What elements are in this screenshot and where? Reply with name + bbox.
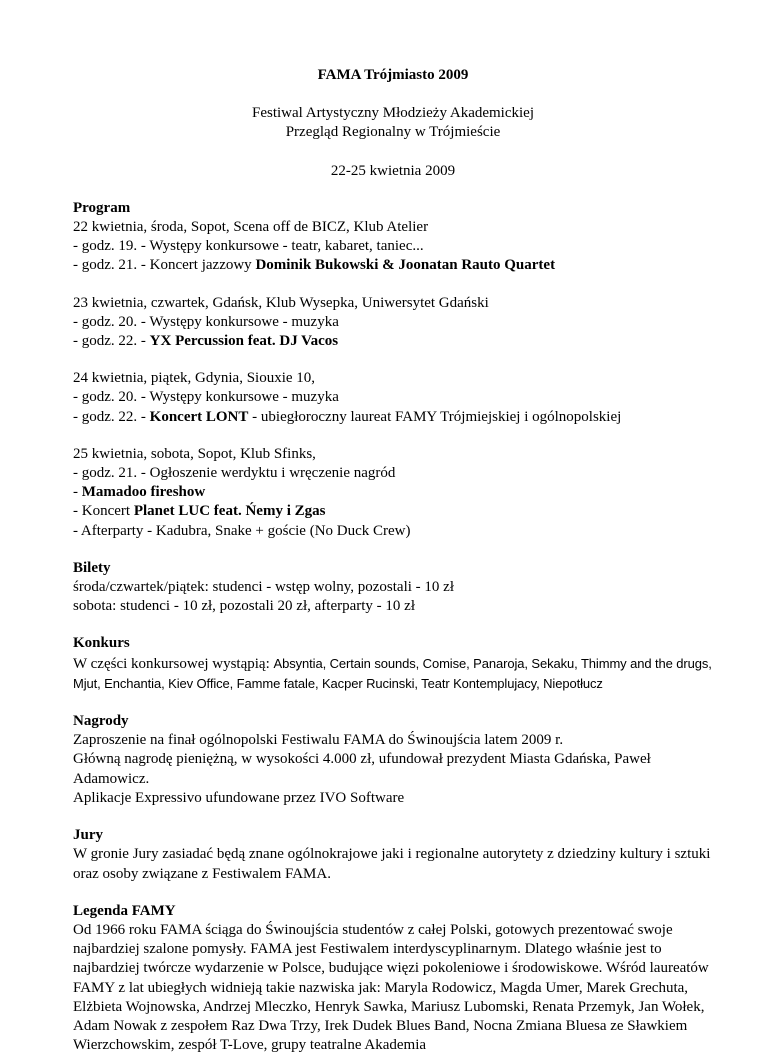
document-page [73,66,713,1055]
jury-heading: Jury [73,827,103,844]
jury-text: W gronie Jury zasiadać będą znane ogólnokrajowe jaki i regionalne autorytety z dziedziny kultury i sztuki oraz osoby związane z Festiwalem FAMA. [73,846,711,882]
program-day4-event3: - Koncert Planet LUC feat. Ńemy i Zgas [73,503,326,520]
program-day3-header: 24 kwietnia, piątek, Gdynia, Siouxie 10, [73,370,316,387]
jury-section [73,826,713,884]
festival-dates: 22-25 kwietnia 2009 [330,162,456,179]
day4-performer: Planet LUC feat. Ńemy i Zgas [133,503,326,520]
program-day2-event1: - godz. 20. - Występy konkursowe - muzyka [73,313,339,330]
tickets-section [73,559,713,617]
document-title: FAMA Trójmiasto 2009 [317,67,469,83]
program-section [73,199,713,541]
contest-intro: W części konkursowej wystąpią: [73,655,274,672]
program-day2-event2: - godz. 22. - YX Percussion feat. DJ Vacos [73,333,339,350]
contest-section [73,634,713,694]
tickets-saturday-prices: sobota: studenci - 10 zł, pozostali 20 zł, afterparty - 10 zł [73,598,415,615]
program-day4-header: 25 kwietnia, sobota, Sopot, Klub Sfinks, [73,445,316,462]
program-day1-event1: - godz. 19. - Występy konkursowe - teatr, kabaret, taniec... [73,238,424,255]
festival-full-name: Festiwal Artystyczny Młodzieży Akademickiej [251,105,535,122]
contest-participants-paragraph [73,654,713,694]
program-day3-event1: - godz. 20. - Występy konkursowe - muzyka [73,389,339,406]
program-day2-header: 23 kwietnia, czwartek, Gdańsk, Klub Wysepka, Uniwersytet Gdański [73,294,489,311]
program-day1-header: 22 kwietnia, środa, Sopot, Scena off de BICZ, Klub Atelier [73,219,429,236]
fireshow-performer: Mamadoo fireshow [81,484,206,501]
program-heading: Program [73,199,131,216]
program-day4-event4: - Afterparty - Kadubra, Snake + goście (No Duck Crew) [73,522,411,539]
legend-section [73,902,713,1055]
tickets-heading: Bilety [73,559,111,576]
program-day1-event2: - godz. 21. - Koncert jazzowy Dominik Bukowski & Joonatan Rauto Quartet [73,257,556,274]
awards-sponsor: Aplikacje Expressivo ufundowane przez IVO Software [73,789,405,806]
awards-section [73,712,713,808]
program-day3-event2: - godz. 22. - Koncert LONT - ubiegłoroczny laureat FAMY Trójmiejskiej i ogólnopolskiej [73,408,622,425]
program-day4-event2: - Mamadoo fireshow [73,484,206,501]
legend-text: Od 1966 roku FAMA ściąga do Świnoujścia studentów z całej Polski, gotowych prezentować swoje najbardziej szalone pomysły. FAMA jest Festiwalem interdyscyplinarnym. Dlatego właśnie jest to najbardziej twórcze wydarzenie w Polsce, budujące więzi pokoleniowe i środowiskowe. Wśród laureatów FAMY z lat ubiegłych widnieją takie nazwiska jak: Maryla Rodowicz, Magda Umer, Marek Grechuta, Elżbieta Wojnowska, Andrzej Mleczko, Henryk Sawka, Mariusz Lubomski, Renata Przemyk, Jan Wołek, Adam Nowak z zespołem Raz Dwa Trzy, Irek Dudek Blues Band, Nocna Zmiana Bluesa ze Sławkiem Wierzchowskim, zespół T-Love, grupy teatralne Akademia [73,921,709,1054]
day3-performer: Koncert LONT [149,408,249,425]
tickets-weekday-prices: środa/czwartek/piątek: studenci - wstęp wolny, pozostali - 10 zł [73,579,454,596]
awards-heading: Nagrody [73,713,129,730]
contest-heading: Konkurs [73,635,130,652]
day2-performer: YX Percussion feat. DJ Vacos [149,333,339,350]
awards-invitation: Zaproszenie na finał ogólnopolski Festiwalu FAMA do Świnoujścia latem 2009 r. [73,732,564,749]
festival-subtitle: Przegląd Regionalny w Trójmieście [285,124,501,141]
awards-main-prize: Główną nagrodę pieniężną, w wysokości 4.000 zł, ufundował prezydent Miasta Gdańska, Paweł Adamowicz. [73,751,651,787]
jazz-performer: Dominik Bukowski & Joonatan Rauto Quartet [255,257,556,274]
program-day4-event1: - godz. 21. - Ogłoszenie werdyktu i wręczenie nagród [73,465,396,482]
contest-participants: Absyntia, Certain sounds, Comise, Panaroja, Sekaku, Thimmy and the drugs, Mjut, Enchantia, Kiev Office, Famme fatale, Kacper Rucinski, Teatr Kontemplujacy, Niepotłucz [73,655,712,691]
legend-heading: Legenda FAMY [73,902,176,919]
